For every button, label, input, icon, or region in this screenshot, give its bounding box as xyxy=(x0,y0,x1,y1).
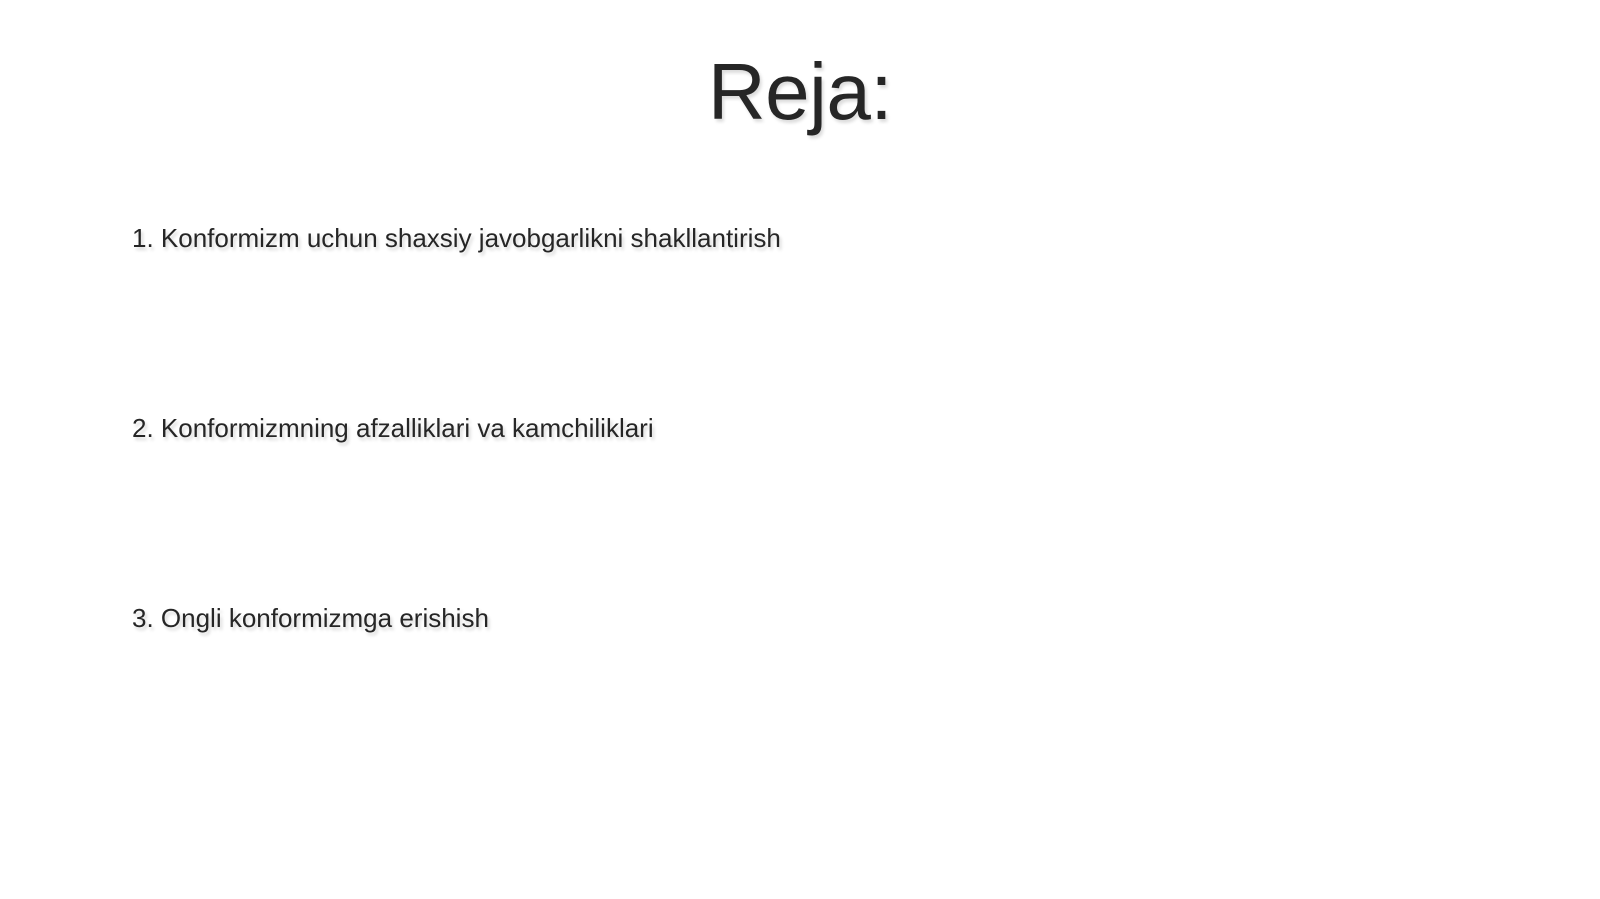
plan-item-3: 3. Ongli konformizmga erishish xyxy=(132,603,489,633)
slide-title: Reja: xyxy=(707,47,893,136)
plan-item-1: 1. Konformizm uchun shaxsiy javobgarlikni shakllantirish xyxy=(132,223,781,253)
plan-item-2: 2. Konformizmning afzalliklari va kamchiliklari xyxy=(132,413,654,443)
